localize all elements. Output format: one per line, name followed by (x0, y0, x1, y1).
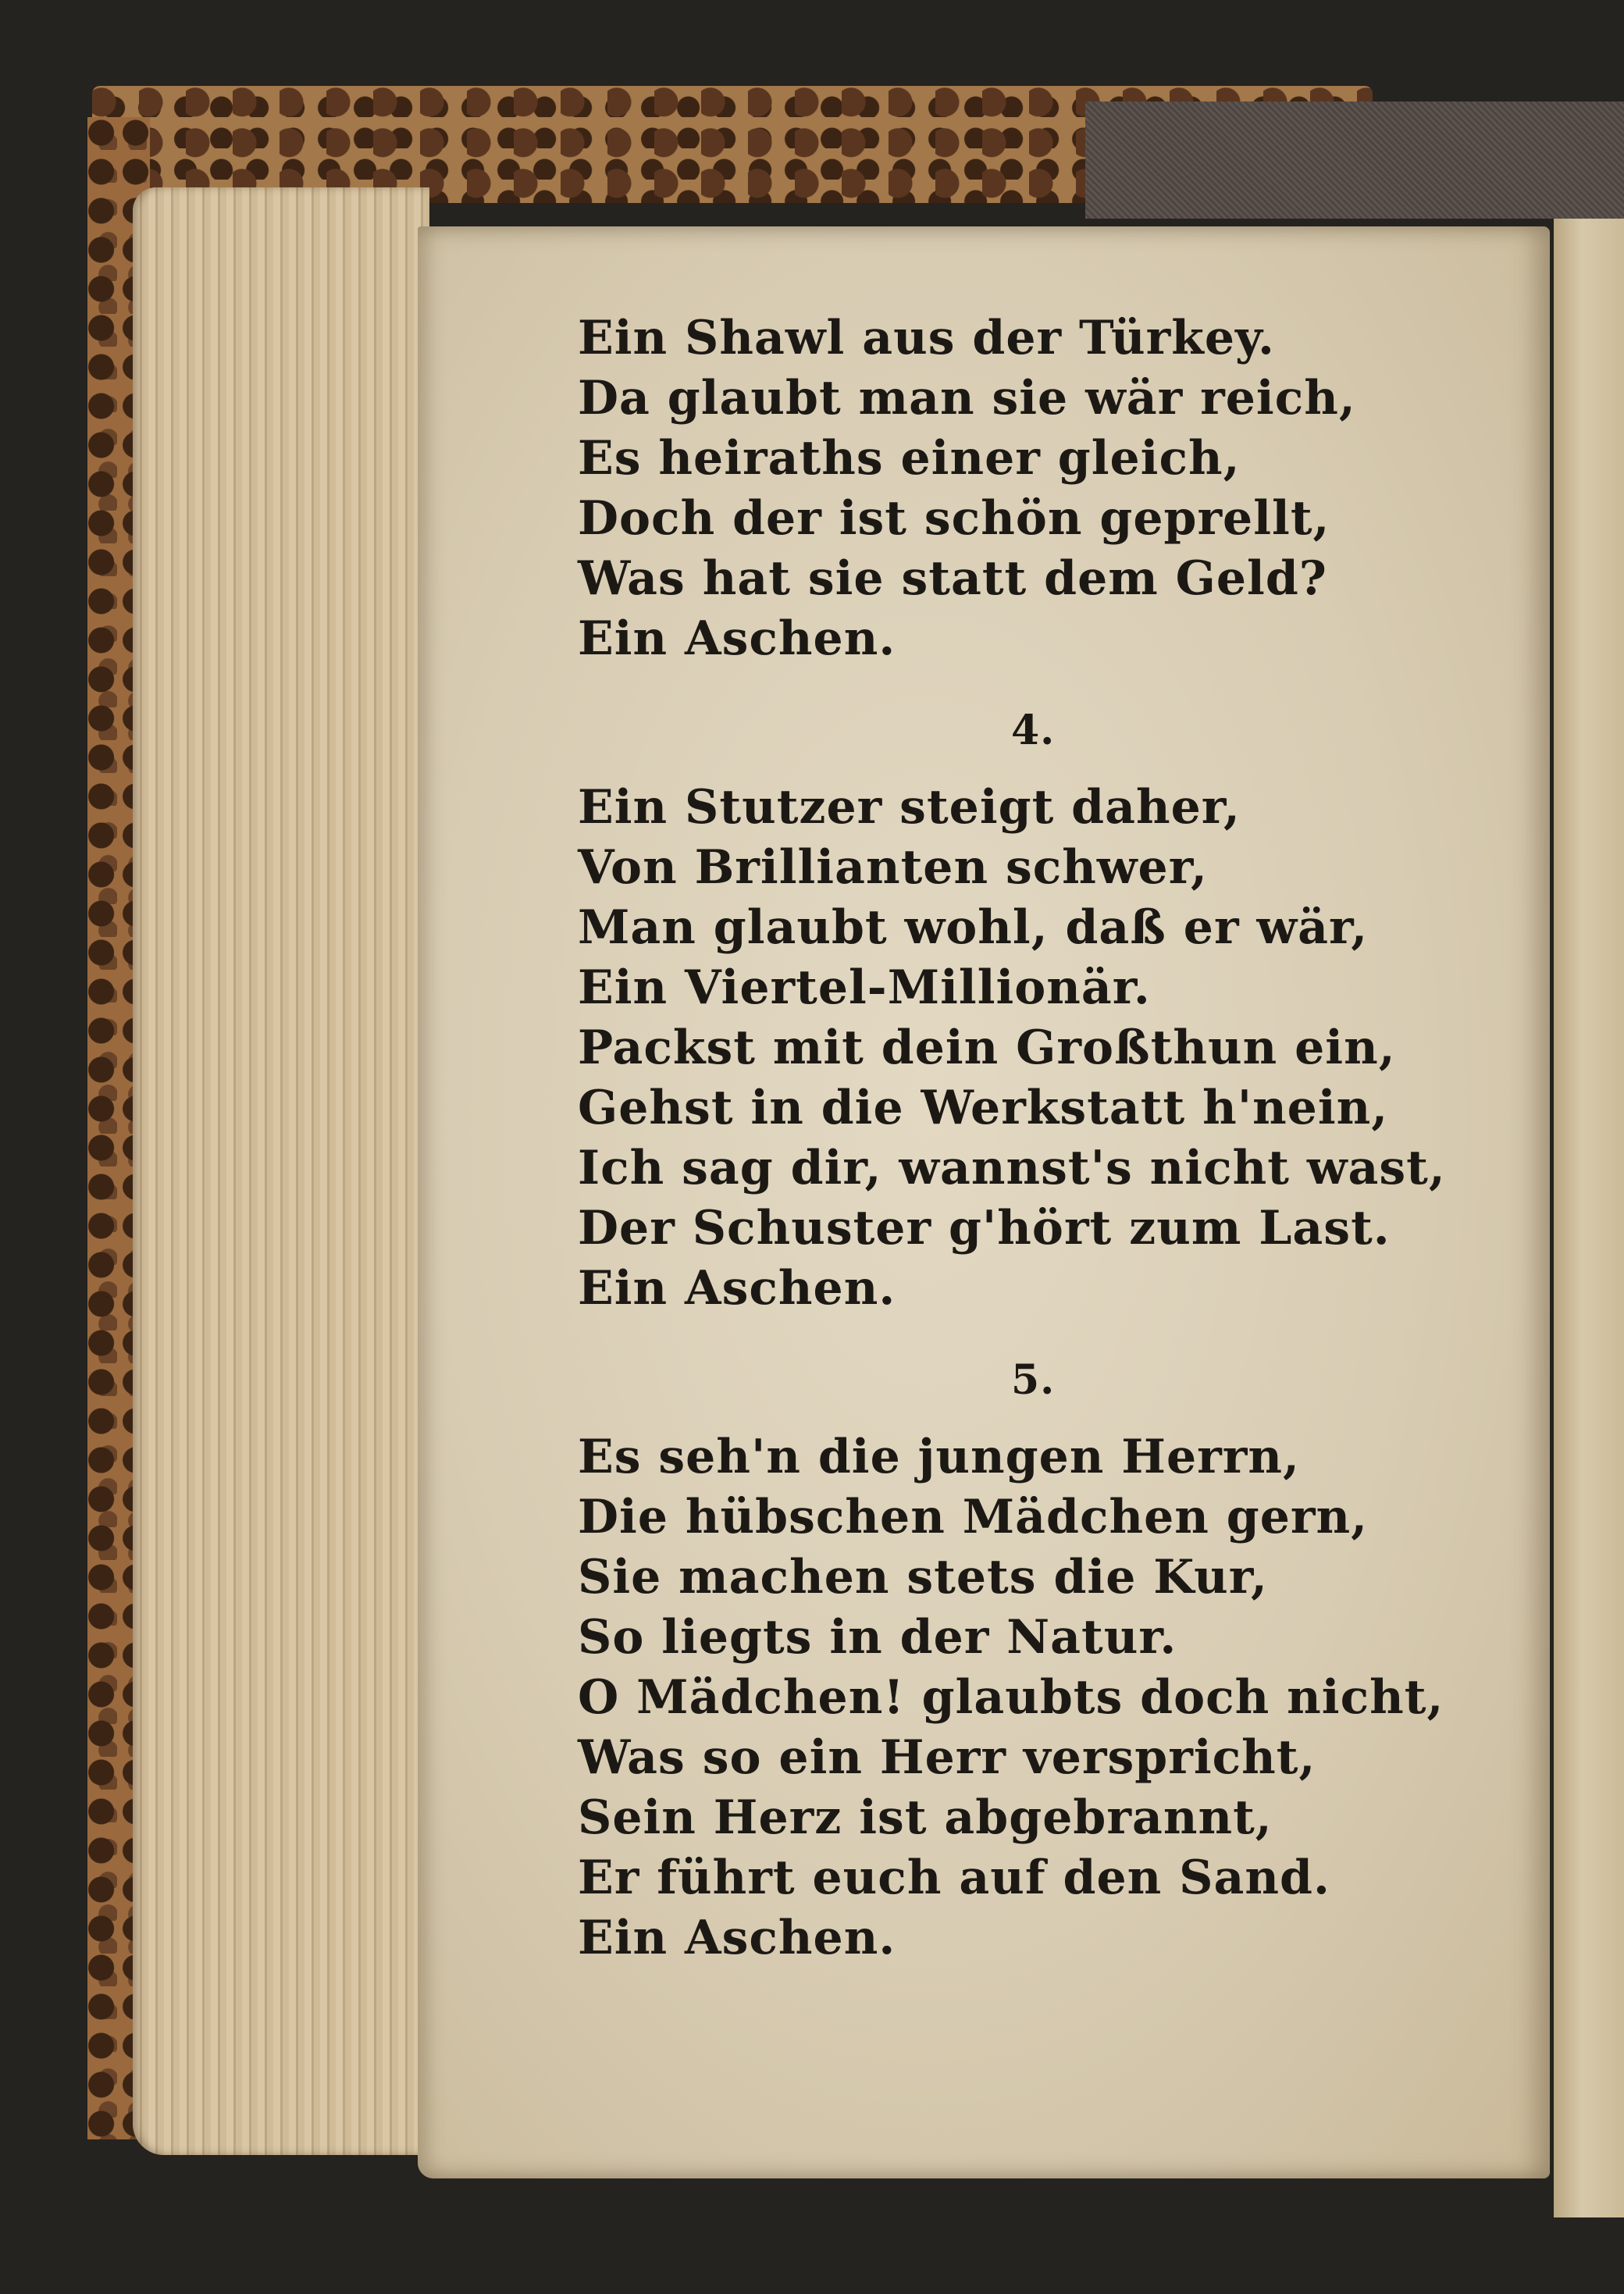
stanza-number: 4. (1011, 707, 1056, 754)
poem-text (578, 308, 1499, 1968)
verse-line: Es seh'n die jungen Herrn, (578, 1430, 1300, 1484)
verse-line: Man glaubt wohl, daß er wär, (578, 900, 1369, 955)
verse-line: Was hat sie statt dem Geld? (578, 551, 1327, 606)
verse-line: Ich sag dir, wannst's nicht wast, (578, 1141, 1446, 1195)
verse-line: Der Schuster g'hört zum Last. (578, 1201, 1391, 1256)
verse-line: Ein Aschen. (578, 1261, 896, 1316)
stanza-gap (578, 669, 1499, 700)
verse-line: Die hübschen Mädchen gern, (578, 1490, 1369, 1544)
verse-line: Packst mit dein Großthun ein, (578, 1021, 1396, 1075)
verse-line: Es heiraths einer gleich, (578, 431, 1241, 486)
verse-line: Sein Herz ist abgebrannt, (578, 1790, 1273, 1845)
verse-line: Er führt euch auf den Sand. (578, 1851, 1330, 1905)
verse-line: Sie machen stets die Kur, (578, 1550, 1268, 1605)
stanza-4 (578, 778, 1499, 1319)
verse-line: Ein Stutzer steigt daher, (578, 780, 1241, 835)
stanza-gap (578, 1410, 1499, 1427)
verse-line: Ein Viertel-Millionär. (578, 960, 1151, 1015)
facing-page (1554, 219, 1624, 2217)
verse-line: Gehst in die Werkstatt h'nein, (578, 1081, 1389, 1135)
spine-cloth (1085, 102, 1624, 219)
stanza-gap (578, 1319, 1499, 1350)
verse-line: Doch der ist schön geprellt, (578, 491, 1330, 546)
verse-line: Von Brillianten schwer, (578, 840, 1208, 895)
verse-line: O Mädchen! glaubts doch nicht, (578, 1670, 1444, 1725)
stanza-gap (578, 761, 1499, 778)
stanza-number: 5. (1011, 1356, 1056, 1404)
page-edges (133, 187, 429, 2155)
stanza-3-tail (578, 308, 1499, 669)
stanza-5 (578, 1427, 1499, 1968)
verse-line: So liegts in der Natur. (578, 1610, 1177, 1665)
verse-line: Ein Aschen. (578, 611, 896, 666)
verse-line: Ein Aschen. (578, 1911, 896, 1965)
verse-line: Was so ein Herr verspricht, (578, 1730, 1316, 1785)
verse-line: Ein Shawl aus der Türkey. (578, 311, 1275, 365)
verse-line: Da glaubt man sie wär reich, (578, 371, 1356, 426)
